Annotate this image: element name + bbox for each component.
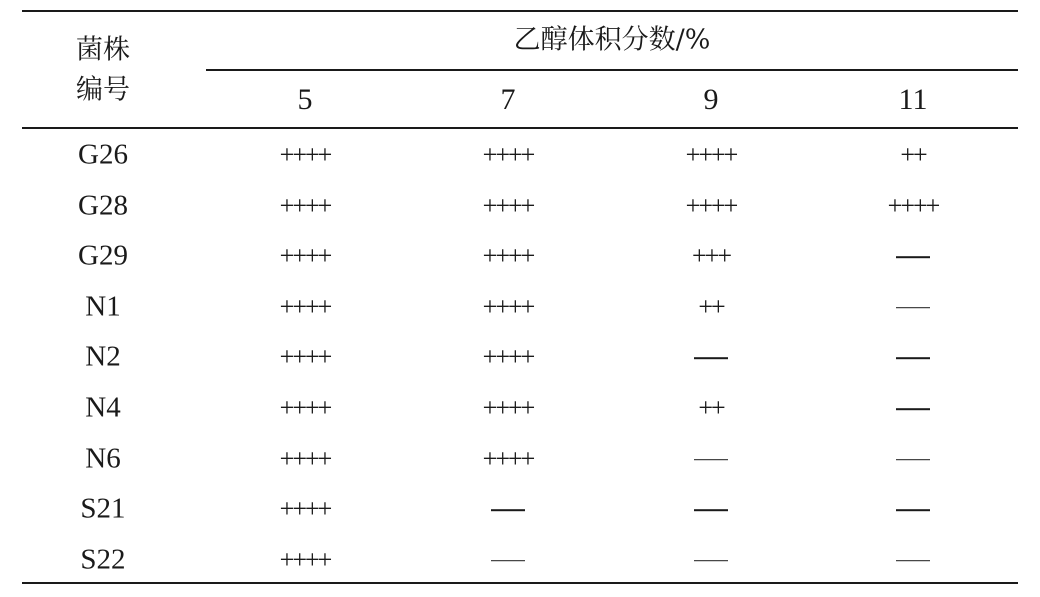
growth-value-cell: ++++ bbox=[482, 241, 534, 271]
strain-header-line1: 菌株 bbox=[76, 34, 130, 66]
growth-value-cell: ++++ bbox=[279, 494, 331, 524]
growth-value-cell: ++++ bbox=[279, 544, 331, 574]
growth-value-cell: ++++ bbox=[279, 291, 331, 321]
strain-cell: G26 bbox=[78, 138, 128, 171]
top-rule bbox=[22, 10, 1018, 12]
no-growth-dash bbox=[694, 560, 728, 562]
group-underline bbox=[206, 69, 1018, 71]
no-growth-dash bbox=[896, 560, 930, 562]
no-growth-dash bbox=[694, 509, 728, 511]
strain-cell: N6 bbox=[85, 442, 121, 475]
strain-cell: S22 bbox=[80, 543, 126, 576]
strain-cell: N1 bbox=[85, 290, 121, 323]
growth-value-cell: ++++ bbox=[279, 190, 331, 220]
no-growth-dash bbox=[491, 560, 525, 562]
no-growth-dash bbox=[491, 509, 525, 511]
strain-header-line2: 编号 bbox=[76, 74, 130, 106]
strain-cell: N2 bbox=[85, 340, 121, 373]
no-growth-dash bbox=[694, 459, 728, 461]
no-growth-dash bbox=[896, 509, 930, 511]
growth-value-cell: ++ bbox=[900, 140, 926, 169]
growth-value-cell: ++++ bbox=[482, 443, 534, 473]
growth-value-cell: ++++ bbox=[482, 140, 534, 169]
no-growth-dash bbox=[896, 408, 930, 410]
no-growth-dash bbox=[896, 358, 930, 360]
no-growth-dash bbox=[896, 256, 930, 258]
growth-value-cell: ++++ bbox=[685, 190, 737, 220]
column-header-9: 9 bbox=[703, 83, 719, 116]
strain-cell: G29 bbox=[78, 239, 128, 272]
column-header-5: 5 bbox=[297, 83, 313, 116]
no-growth-dash bbox=[896, 459, 930, 461]
growth-value-cell: ++++ bbox=[482, 291, 534, 321]
growth-value-cell: ++++ bbox=[279, 241, 331, 271]
growth-value-cell: ++++ bbox=[279, 443, 331, 473]
growth-value-cell: ++++ bbox=[887, 190, 939, 220]
growth-value-cell: ++++ bbox=[482, 342, 534, 372]
growth-value-cell: ++++ bbox=[482, 190, 534, 220]
growth-value-cell: ++++ bbox=[279, 342, 331, 372]
strain-cell: S21 bbox=[80, 492, 126, 525]
growth-value-cell: ++++ bbox=[482, 393, 534, 422]
column-header-11: 11 bbox=[898, 83, 928, 116]
growth-value-cell: +++ bbox=[692, 241, 730, 271]
growth-value-cell: ++++ bbox=[685, 140, 737, 169]
no-growth-dash bbox=[896, 307, 930, 309]
bottom-rule bbox=[22, 582, 1018, 584]
growth-value-cell: ++++ bbox=[279, 140, 331, 169]
no-growth-dash bbox=[694, 358, 728, 360]
growth-value-cell: ++ bbox=[698, 393, 724, 422]
strain-cell: G28 bbox=[78, 189, 128, 222]
strain-cell: N4 bbox=[85, 391, 121, 424]
ethanol-group-header: 乙醇体积分数/% bbox=[513, 24, 711, 56]
growth-value-cell: ++ bbox=[698, 291, 724, 321]
column-header-7: 7 bbox=[500, 83, 516, 116]
header-bottom-rule bbox=[22, 127, 1018, 129]
growth-value-cell: ++++ bbox=[279, 393, 331, 422]
